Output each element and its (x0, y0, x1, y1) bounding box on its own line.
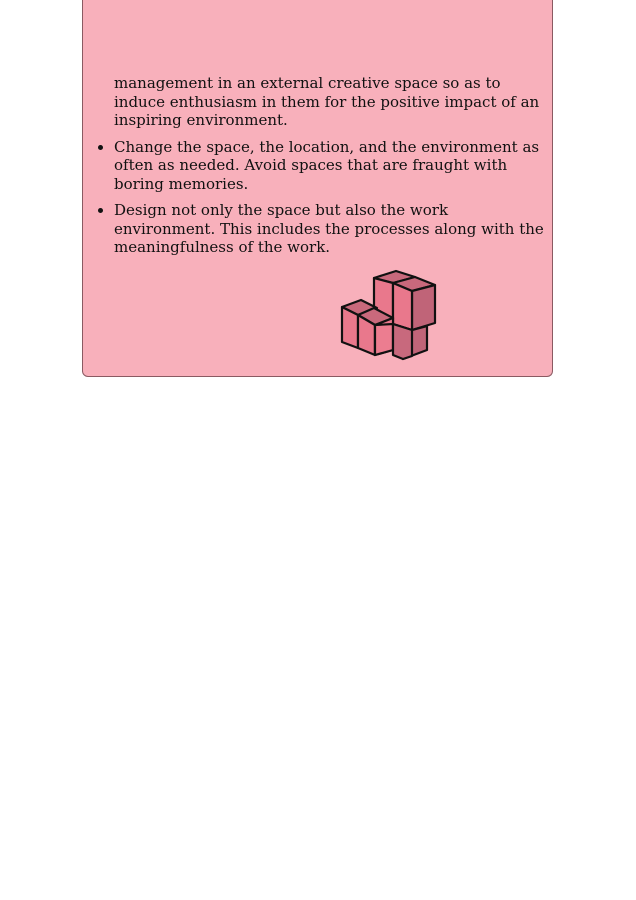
callout-box (82, 0, 553, 377)
list-item-text: Change the space, the location, and the environment as often as needed. Avoid spaces that are fraught with boring memories. (114, 137, 540, 193)
list-item (83, 138, 554, 194)
list-item-text: Design not only the space but also the work environment. This includes the processes along with the meaningfulness of the work. (114, 201, 544, 256)
stacked-cubes-icon (339, 268, 463, 362)
list-item-text: management in an external creative space so as to induce enthusiasm in them for the positive impact of an inspiring environment. (114, 74, 540, 129)
bullet-list (83, 74, 554, 265)
list-item (83, 74, 554, 130)
list-item (83, 201, 554, 257)
